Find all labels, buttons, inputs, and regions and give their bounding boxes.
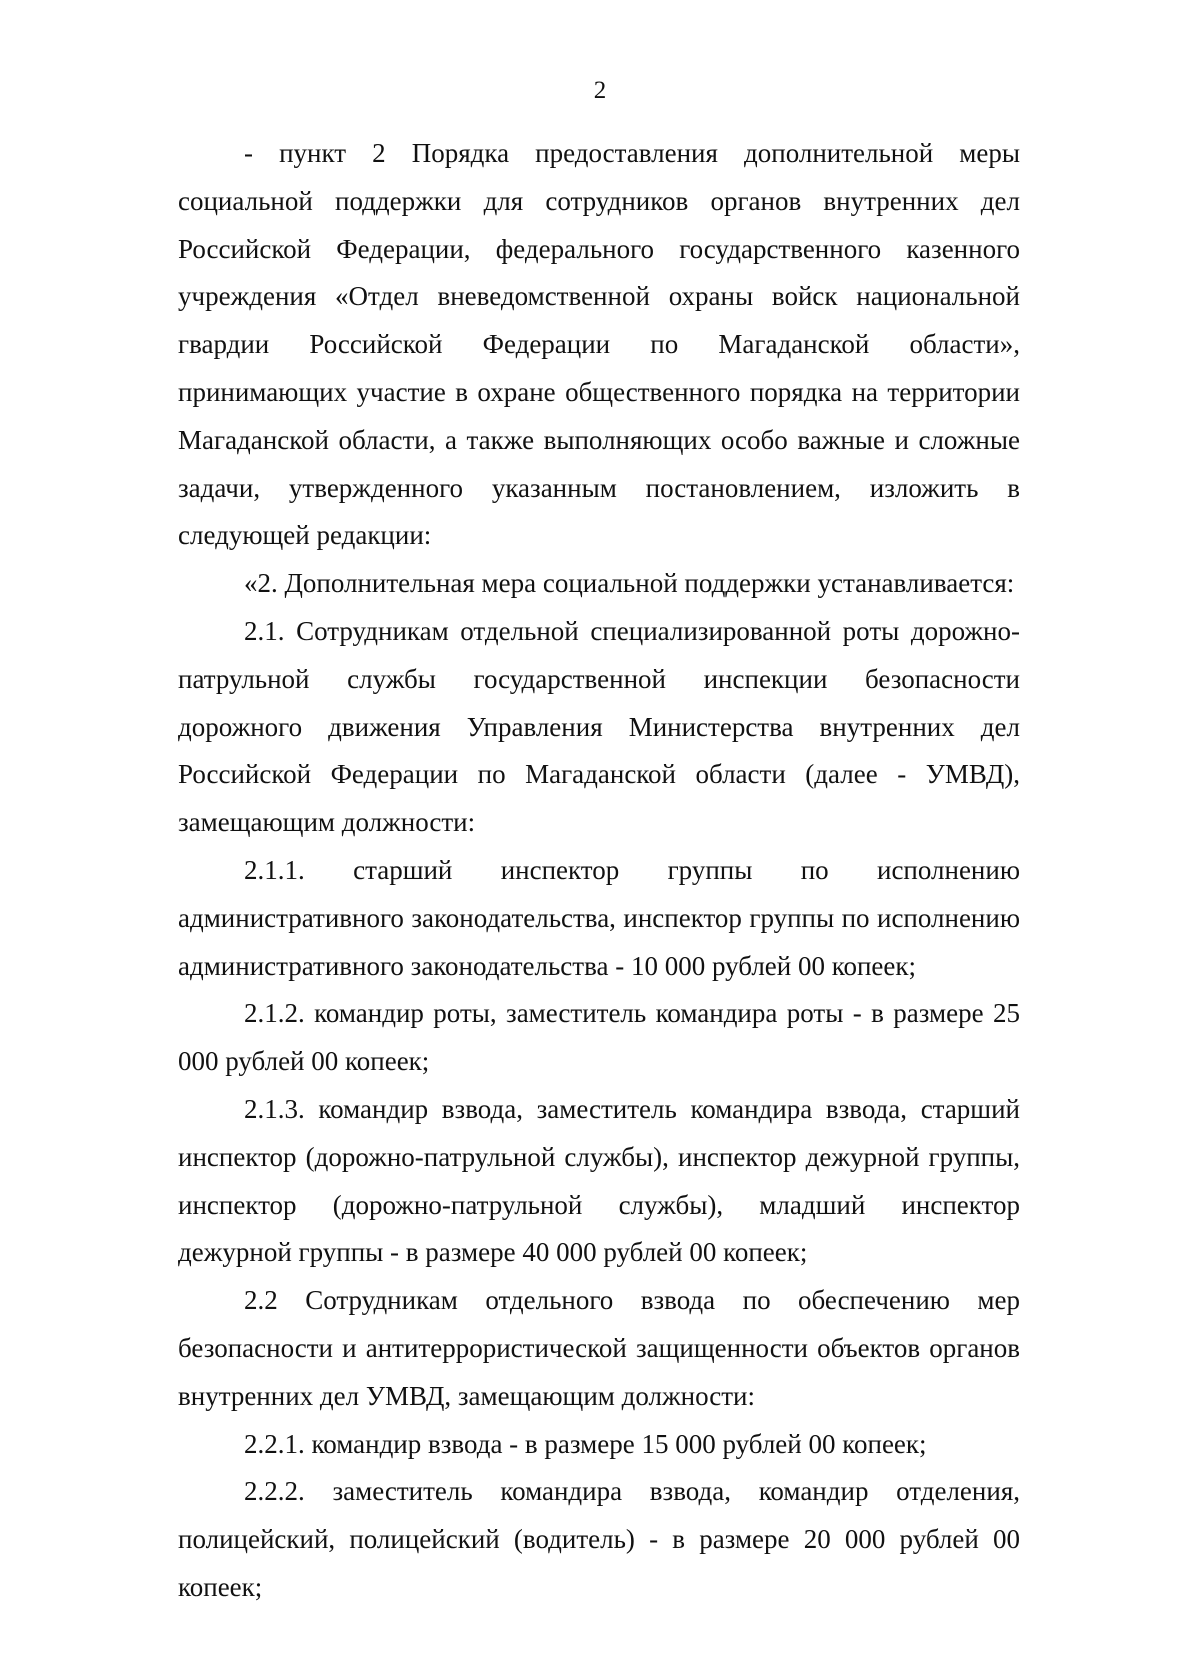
paragraph-clause-2-1: 2.1. Сотрудникам отдельной специализированной роты дорожно-патрульной службы государственной инспекции безопасности дорожного движения Управления Министерства внутренних дел Российской Федерации по Магаданской области (далее - УМВД), замещающим должности: [178, 615, 1020, 838]
paragraph-clause-2: «2. Дополнительная мера социальной поддержки устанавливается: [244, 568, 1015, 599]
paragraph-clause-2-1-3: 2.1.3. командир взвода, заместитель командира взвода, старший инспектор (дорожно-патрульной службы), инспектор дежурной группы, инспектор (дорожно-патрульной службы), младший инспектор дежурной группы - в размере 40 000 рублей 00 копеек; [178, 1093, 1020, 1268]
paragraph-clause-2-1-1: 2.1.1. старший инспектор группы по исполнению административного законодательства, инспектор группы по исполнению административного законодательства - 10 000 рублей 00 копеек; [178, 854, 1020, 981]
paragraph-clause-2-2-2: 2.2.2. заместитель командира взвода, командир отделения, полицейский, полицейский (водитель) - в размере 20 000 рублей 00 копеек; [178, 1476, 1020, 1602]
document-body [178, 130, 1020, 1612]
page-number: 2 [593, 77, 607, 104]
paragraph-clause-2-2-1: 2.2.1. командир взвода - в размере 15 000 рублей 00 копеек; [244, 1428, 927, 1459]
paragraph-amendment-intro: - пункт 2 Порядка предоставления дополнительной меры социальной поддержки для сотрудников органов внутренних дел Российской Федерации, федерального государственного казенного учреждения «Отдел вневедомственной охраны войск национальной гвардии Российской Федерации по Магаданской области», принимающих участие в охране общественного порядка на территории Магаданской области, а также выполняющих особо важные и сложные задачи, утвержденного указанным постановлением, изложить в следующей редакции: [178, 138, 1020, 551]
paragraph-clause-2-1-2: 2.1.2. командир роты, заместитель командира роты - в размере 25 000 рублей 00 копеек; [178, 998, 1020, 1077]
paragraph-clause-2-2: 2.2 Сотрудникам отдельного взвода по обеспечению мер безопасности и антитеррористической защищенности объектов органов внутренних дел УМВД, замещающим должности: [178, 1285, 1020, 1411]
